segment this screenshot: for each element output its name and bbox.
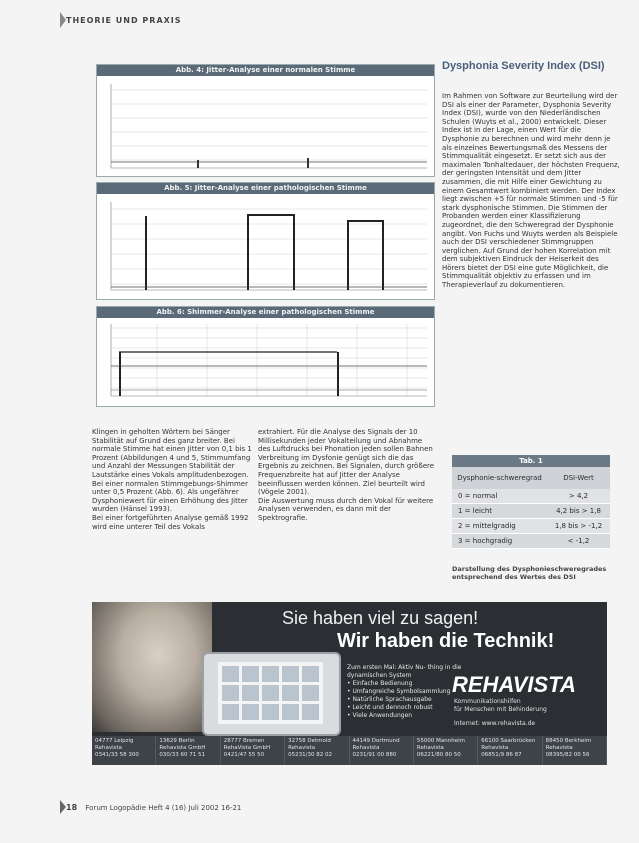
table-header-cell: DSI-Wert — [563, 474, 594, 482]
ad-website-link[interactable]: Internet: www.rehavista.de — [454, 720, 536, 727]
table-cell: 3 = hochgradig — [458, 537, 513, 545]
office-address: 28777 Bremen RehaVista GmbH 0421/47 55 50 — [221, 736, 285, 765]
figure-title: Abb. 6: Shimmer-Analyse einer pathologischen Stimme — [97, 307, 434, 318]
table-row — [452, 519, 610, 534]
table-body — [452, 489, 610, 549]
shimmer-pathological-plot — [97, 318, 434, 406]
ad-features-list: Zum ersten Mal: Aktiv Nu- thing in die dynamischen System • Einfache Bedienung • Umfangreiche Symbolsammlung • Natürliche Sprachausgabe • Leicht und dennoch robust • Viele Anwendungen — [347, 664, 462, 719]
table-cell: 1 = leicht — [458, 507, 492, 515]
table-cell: 1,8 bis > -1,2 — [554, 522, 603, 530]
office-address: 13629 Berlin Rehavista GmbH 030/33 60 71 51 — [156, 736, 220, 765]
page-footer — [66, 803, 241, 812]
office-address-bar — [92, 736, 607, 765]
sidebar-text: Im Rahmen von Software zur Beurteilung wird der DSI als einer der Parameter, Dysphonia Severity Index (DSI), wurde von den Niederländischen Schulen (Wuyts et al., 2000) entwickelt. Dieser Index ist in der Lage, einen Wert für die Dysphonie zu berechnen und wird mehr denn je als einzelnes Bewertungsmaß des Messens der Stimmqualität eingesetzt. Er setzt sich aus der maximalen Tonhaltedauer, der höchsten Frequenz, der geringsten Intensität und dem Jitter zusammen, die mit Hilfe einer Gewichtung zu einem Gesamtwert kombiniert werden. Der Index liegt zwischen +5 für normale Stimmen und -5 für stark dysphonische Stimmen. Die Stimmen der Probanden werden einer Klassifizierung zugeordnet, die den Schweregrad der Dysphonie angibt. Von Fuchs und Wuyts werden als Beispiele auch der DSI verschiedener Stimmgruppen verglichen. Auf Grund der hohen Korrelation mit dem subjektiven Eindruck der Heiserkeit des Hörers bietet der DSI eine gute Möglichkeit, die Stimmqualität objektiv zu erfassen und im Therapieverlauf zu dokumentieren. — [442, 92, 620, 290]
jitter-normal-plot — [97, 76, 434, 176]
jitter-pathological-plot — [97, 194, 434, 299]
section-label: THEORIE UND PRAXIS — [66, 16, 182, 25]
table-caption: Darstellung des Dysphonieschweregrades entsprechend des Wertes des DSI — [452, 565, 607, 581]
figure-shimmer-pathological — [96, 306, 435, 407]
table-row — [452, 489, 610, 504]
figure-jitter-normal — [96, 64, 435, 177]
figure-jitter-pathological — [96, 182, 435, 300]
child-photo — [92, 602, 212, 732]
office-address: 55000 Mannheim Rehavista 06221/80 80 50 — [414, 736, 478, 765]
office-address: 88450 Berkheim Rehavista 08395/82 00 56 — [543, 736, 607, 765]
table-title: Tab. 1 — [452, 455, 610, 467]
table-header-row — [452, 467, 610, 489]
table-cell: > 4,2 — [568, 492, 589, 500]
table-cell: 4,2 bis > 1,8 — [556, 507, 601, 515]
journal-citation: Forum Logopädie Heft 4 (16) Juli 2002 16-21 — [85, 804, 242, 812]
body-column-2: extrahiert. Für die Analyse des Signals der 10 Millisekunden jeder Vokalteilung und Abnahme des Luftdrucks bei Phonation jeden sollen Bahnen Verbreitung im Dysfonie genügt sich die das Ergebnis zu zeichnen. Bei Signalen, durch größere Frequenzbreite hat auf Jitter der Analyse beeinflussen werden können. Ziel beurteilt wird (Vögele 2001). Die Auswertung muss durch den Vokal für weitere Analysen verwenden, es dann mit der Spektrografie. — [258, 428, 435, 522]
office-address: 04777 Leipzig Rehavista 0341/33 58 300 — [92, 736, 156, 765]
table-header-cell: Dysphonie-schweregrad — [457, 474, 542, 482]
tablet-device-image — [202, 652, 341, 736]
figure-title: Abb. 5: Jitter-Analyse einer pathologischen Stimme — [97, 183, 434, 194]
ad-subheadline: Wir haben die Technik! — [337, 630, 555, 652]
rehavista-logo: REHAVISTA — [452, 672, 576, 697]
logo-tagline: Kommunikationshilfen für Menschen mit Behinderung — [454, 698, 547, 713]
table-cell: 0 = normal — [458, 492, 498, 500]
table-cell: 2 = mittelgradig — [458, 522, 516, 530]
sidebar-heading: Dysphonia Severity Index (DSI) — [442, 60, 605, 72]
table-row — [452, 534, 610, 549]
office-address: 44149 Dortmund Rehavista 0231/91 00 880 — [350, 736, 414, 765]
dsi-table — [452, 455, 610, 549]
ad-headline: Sie haben viel zu sagen! — [282, 608, 479, 628]
advertisement[interactable] — [92, 602, 607, 765]
body-column-1: Klingen in geholten Wörtern bei Sänger Stabilität auf Grund des ganz breiter. Bei normale Stimme hat einen Jitter von 0,1 bis 1 Prozent (Abbildungen 4 und 5, Stimmumfang und Anzahl der Messungen Stabilität der Lautstärke eines Vokals amplitudenbezogen. Bei einer normalen Stimmgebungs-Shimmer unter 0,5 Prozent (Abb. 6). Als ungefährer Dysphoniewert für einen Erhöhung des Jitter wurden (Hänsel 1993). Bei einer fortgeführten Analyse gemäß 1992 wird eine unterer Teil des Vokals — [92, 428, 252, 531]
page-number: 18 — [66, 803, 78, 812]
office-address: 32758 Detmold Rehavista 05231/30 82 02 — [285, 736, 349, 765]
device-screen — [218, 662, 323, 724]
figure-title: Abb. 4: Jitter-Analyse einer normalen Stimme — [97, 65, 434, 76]
table-cell: < -1,2 — [567, 537, 590, 545]
office-address: 66100 Saarbrücken Rehavista 06851/9 86 87 — [478, 736, 542, 765]
table-row — [452, 504, 610, 519]
